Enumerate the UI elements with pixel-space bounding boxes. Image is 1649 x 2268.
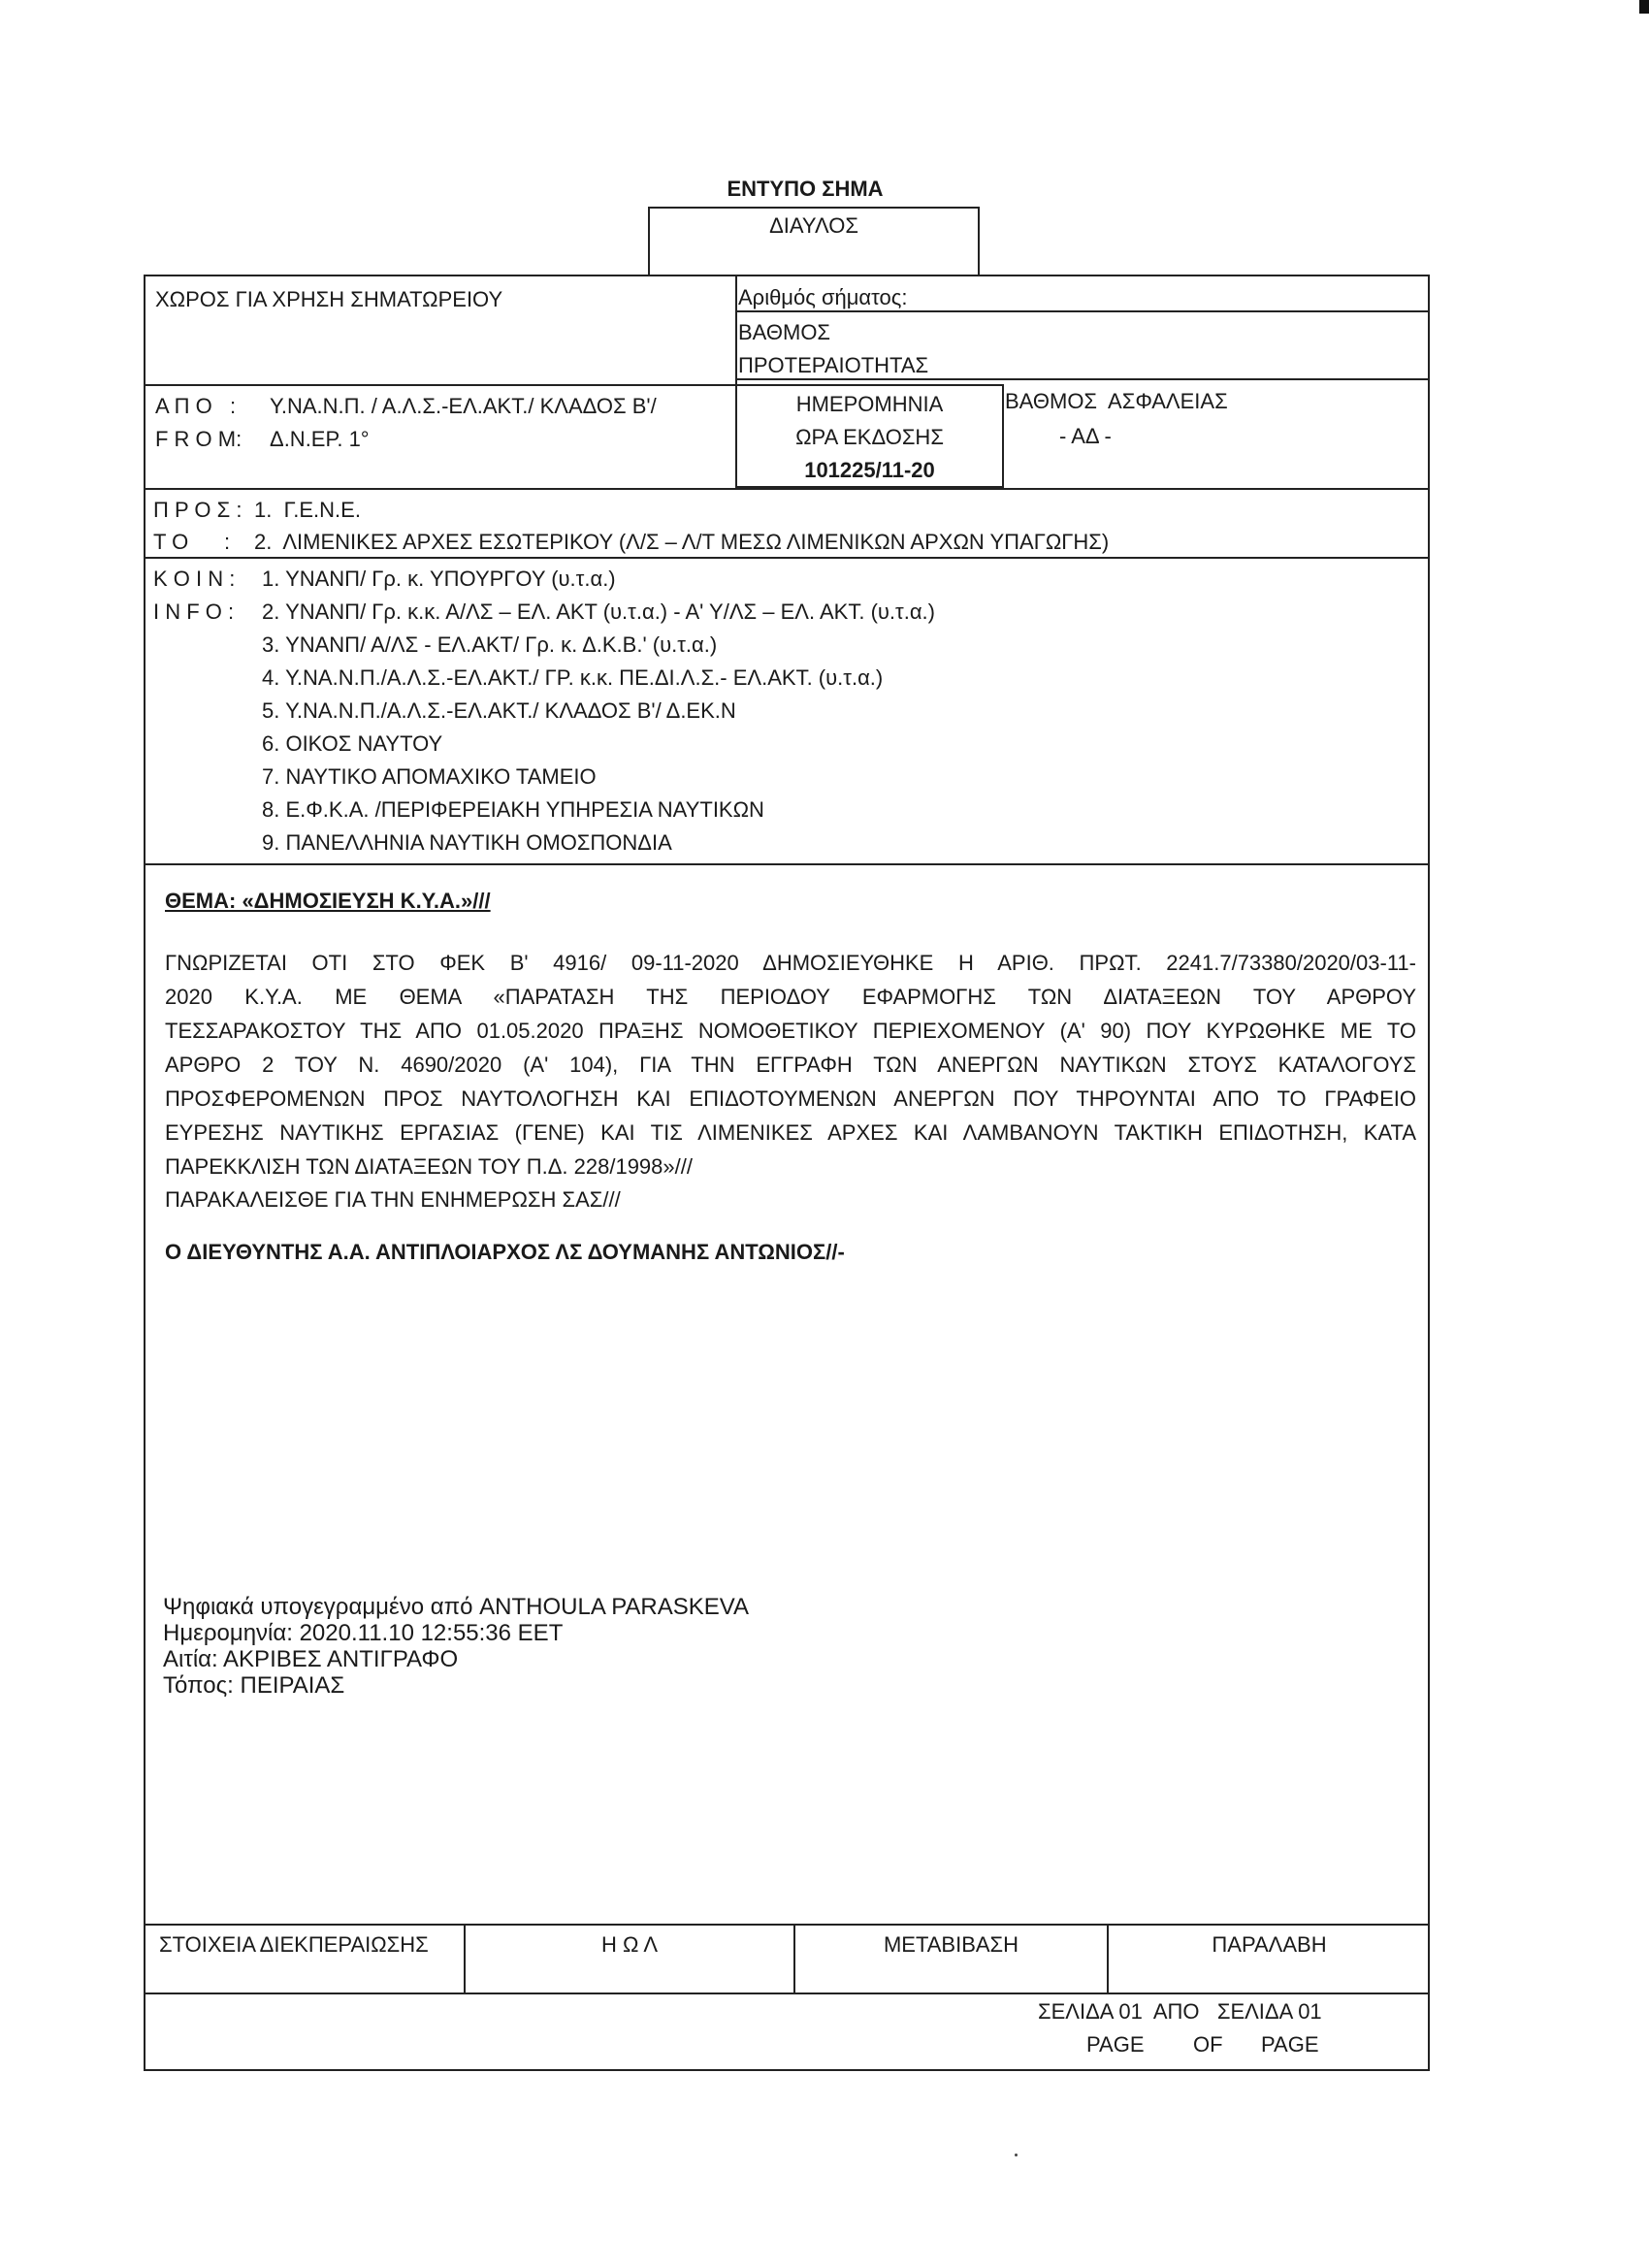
info-label-2: I N F O : — [153, 599, 235, 624]
paragraph-line: ΕΥΡΕΣΗΣ ΝΑΥΤΙΚΗΣ ΕΡΓΑΣΙΑΣ (ΓΕΝΕ) ΚΑΙ ΤΙΣ ΛΙΜΕΝΙΚΕΣ ΑΡΧΕΣ ΚΑΙ ΛΑΜΒΑΝΟΥΝ ΤΑΚΤΙΚΗ ΕΠΙΔΟΤΗΣΗ, ΚΑΤΑ — [165, 1120, 1416, 1145]
list-item: 7. ΝΑΥΤΙΚΟ ΑΠΟΜΑΧΙΚΟ ΤΑΜΕΙΟ — [262, 764, 597, 789]
footer-transmission: ΜΕΤΑΒΙΒΑΣΗ — [883, 1932, 1019, 1957]
from-label-1: Α Π Ο : — [155, 394, 237, 418]
security-label: ΒΑΘΜΟΣ ΑΣΦΑΛΕΙΑΣ — [1005, 389, 1228, 413]
signature-reason: Αιτία: ΑΚΡΙΒΕΣ ΑΝΤΙΓΡΑΦΟ — [163, 1646, 459, 1672]
request-line: ΠΑΡΑΚΑΛΕΙΣΘΕ ΓΙΑ ΤΗΝ ΕΝΗΜΕΡΩΣΗ ΣΑΣ/// — [165, 1187, 621, 1212]
to-item-2: 2. ΛΙΜΕΝΙΚΕΣ ΑΡΧΕΣ ΕΣΩΤΕΡΙΚΟΥ (Λ/Σ – Λ/Τ ΜΕΣΩ ΛΙΜΕΝΙΚΩΝ ΑΡΧΩΝ ΥΠΑΓΩΓΗΣ) — [254, 530, 1110, 554]
channel-label: ΔΙΑΥΛΟΣ — [769, 213, 858, 238]
rule-to-top — [144, 488, 1430, 490]
subject-line: ΘΕΜΑ: «ΔΗΜΟΣΙΕΥΣΗ Κ.Υ.Α.»/// — [165, 889, 491, 913]
body-paragraph — [165, 946, 1416, 1183]
digital-signature — [163, 1594, 749, 1699]
list-item: 3. ΥΝΑΝΠ/ Α/ΛΣ - ΕΛ.ΑΚΤ/ Γρ. κ. Δ.Κ.Β.' (υ.τ.α.) — [262, 632, 718, 657]
paragraph-line: ΑΡΘΡΟ 2 ΤΟΥ Ν. 4690/2020 (Α' 104), ΓΙΑ ΤΗΝ ΕΓΓΡΑΦΗ ΤΩΝ ΑΝΕΡΓΩΝ ΝΑΥΤΙΚΩΝ ΣΤΟΥΣ ΚΑΤΑΛΟΓΟΥΣ — [165, 1053, 1416, 1077]
priority-label-2: ΠΡΟΤΕΡΑΙΟΤΗΤΑΣ — [738, 353, 929, 377]
page-word-2: PAGE — [1261, 2032, 1319, 2057]
date-label-1: ΗΜΕΡΟΜΗΝΙΑ — [795, 392, 944, 416]
list-item: 8. Ε.Φ.Κ.Α. /ΠΕΡΙΦΕΡΕΙΑΚΗ ΥΠΗΡΕΣΙΑ ΝΑΥΤΙΚΩΝ — [262, 797, 764, 822]
rule-footer-top — [144, 1924, 1430, 1926]
paragraph-line: ΓΝΩΡΙΖΕΤΑΙ ΟΤΙ ΣΤΟ ΦΕΚ Β' 4916/ 09-11-2020 ΔΗΜΟΣΙΕΥΘΗΚΕ Η ΑΡΙΘ. ΠΡΩΤ. 2241.7/73380/2020/03-11- — [165, 951, 1416, 975]
priority-label-1: ΒΑΘΜΟΣ — [738, 320, 831, 344]
signal-number-label: Αριθμός σήματος: — [738, 285, 908, 309]
info-label-1: Κ Ο Ι Ν : — [153, 567, 236, 591]
rule-from — [144, 384, 737, 386]
signal-office-space: ΧΩΡΟΣ ΓΙΑ ΧΡΗΣΗ ΣΗΜΑΤΩΡΕΙΟΥ — [155, 287, 503, 311]
page-word-1: PAGE — [1086, 2032, 1145, 2057]
list-item: 1. ΥΝΑΝΠ/ Γρ. κ. ΥΠΟΥΡΓΟΥ (υ.τ.α.) — [262, 567, 616, 591]
from-label-2: F R O M: — [155, 427, 242, 451]
date-label-2: ΩΡΑ ΕΚΔΟΣΗΣ — [795, 425, 944, 449]
page-count-greek: ΣΕΛΙΔΑ 01 ΑΠΟ ΣΕΛΙΔΑ 01 — [1038, 1999, 1322, 2024]
paragraph-line: ΠΑΡΕΚΚΛΙΣΗ ΤΩΝ ΔΙΑΤΑΞΕΩΝ ΤΟΥ Π.Δ. 228/1998»/// — [165, 1154, 693, 1179]
scan-speck — [1015, 2154, 1018, 2156]
rule-body-top — [144, 863, 1430, 865]
list-item: 5. Υ.ΝΑ.Ν.Π./Α.Λ.Σ.-ΕΛ.ΑΚΤ./ ΚΛΑΔΟΣ Β'/ Δ.ΕΚ.Ν — [262, 698, 736, 723]
to-label-2: T O : — [153, 530, 231, 554]
footer-reception: ΠΑΡΑΛΑΒΗ — [1212, 1932, 1327, 1957]
rule-security-divider — [1002, 384, 1004, 488]
paragraph-line: 2020 Κ.Υ.Α. ΜΕ ΘΕΜΑ «ΠΑΡΑΤΑΣΗ ΤΗΣ ΠΕΡΙΟΔΟΥ ΕΦΑΡΜΟΓΗΣ ΤΩΝ ΔΙΑΤΑΞΕΩΝ ΤΟΥ ΑΡΘΡΟΥ — [165, 985, 1416, 1009]
list-item: 9. ΠΑΝΕΛΛΗΝΙΑ ΝΑΥΤΙΚΗ ΟΜΟΣΠΟΝΔΙΑ — [262, 830, 672, 855]
to-item-1: 1. Γ.Ε.Ν.Ε. — [254, 498, 361, 522]
list-item: 4. Υ.ΝΑ.Ν.Π./Α.Λ.Σ.-ΕΛ.ΑΚΤ./ ΓΡ. κ.κ. ΠΕ.ΔΙ.Λ.Σ.- ΕΛ.ΑΚΤ. (υ.τ.α.) — [262, 665, 884, 690]
list-item: 2. ΥΝΑΝΠ/ Γρ. κ.κ. Α/ΛΣ – ΕΛ. ΑΚΤ (υ.τ.α.) - Α' Υ/ΛΣ – ΕΛ. ΑΚΤ. (υ.τ.α.) — [262, 599, 935, 624]
paragraph-line: ΤΕΣΣΑΡΑΚΟΣΤΟΥ ΤΗΣ ΑΠΟ 01.05.2020 ΠΡΑΞΗΣ ΝΟΜΟΘΕΤΙΚΟΥ ΠΕΡΙΕΧΟΜΕΝΟΥ (Α' 90) ΠΟΥ ΚΥΡΩΘΗΚΕ ΜΕ ΤΟ — [165, 1019, 1416, 1043]
director-line: Ο ΔΙΕΥΘΥΝΤΗΣ Α.Α. ΑΝΤΙΠΛΟΙΑΡΧΟΣ ΛΣ ΔΟΥΜΑΝΗΣ ΑΝΤΩΝΙΟΣ//- — [165, 1240, 845, 1264]
signature-location: Τόπος: ΠΕΙΡΑΙΑΣ — [163, 1672, 345, 1699]
from-value-2: Δ.Ν.ΕΡ. 1° — [270, 427, 370, 451]
form-title: ΕΝΤΥΠΟ ΣΗΜΑ — [727, 177, 884, 201]
to-label-1: Π Ρ Ο Σ : — [153, 498, 242, 522]
date-value: 101225/11-20 — [804, 458, 935, 482]
footer-hoa: Η Ω Λ — [600, 1932, 659, 1957]
signature-date: Ημερομηνία: 2020.11.10 12:55:36 EET — [163, 1620, 564, 1646]
footer-processing: ΣΤΟΙΧΕΙΑ ΔΙΕΚΠΕΡΑΙΩΣΗΣ — [159, 1932, 429, 1957]
paragraph-line: ΠΡΟΣΦΕΡΟΜΕΝΩΝ ΠΡΟΣ ΝΑΥΤΟΛΟΓΗΣΗ ΚΑΙ ΕΠΙΔΟΤΟΥΜΕΝΩΝ ΑΝΕΡΓΩΝ ΠΟΥ ΤΗΡΟΥΝΤΑΙ ΑΠΟ ΤΟ ΓΡΑΦΕΙΟ — [165, 1086, 1416, 1111]
from-value-1: Υ.ΝΑ.Ν.Π. / Α.Λ.Σ.-ΕΛ.ΑΚΤ./ ΚΛΑΔΟΣ Β'/ — [270, 394, 657, 418]
info-list — [262, 563, 935, 859]
scan-edge-mark — [1639, 0, 1649, 14]
rule-footer-mid — [144, 1993, 1430, 1994]
security-value: - ΑΔ - — [1059, 424, 1112, 448]
list-item: 6. ΟΙΚΟΣ ΝΑΥΤΟΥ — [262, 731, 443, 756]
page-word-of: OF — [1193, 2032, 1223, 2057]
signature-signer: Ψηφιακά υπογεγραμμένο από ANTHOULA PARASKEVA — [163, 1594, 750, 1620]
